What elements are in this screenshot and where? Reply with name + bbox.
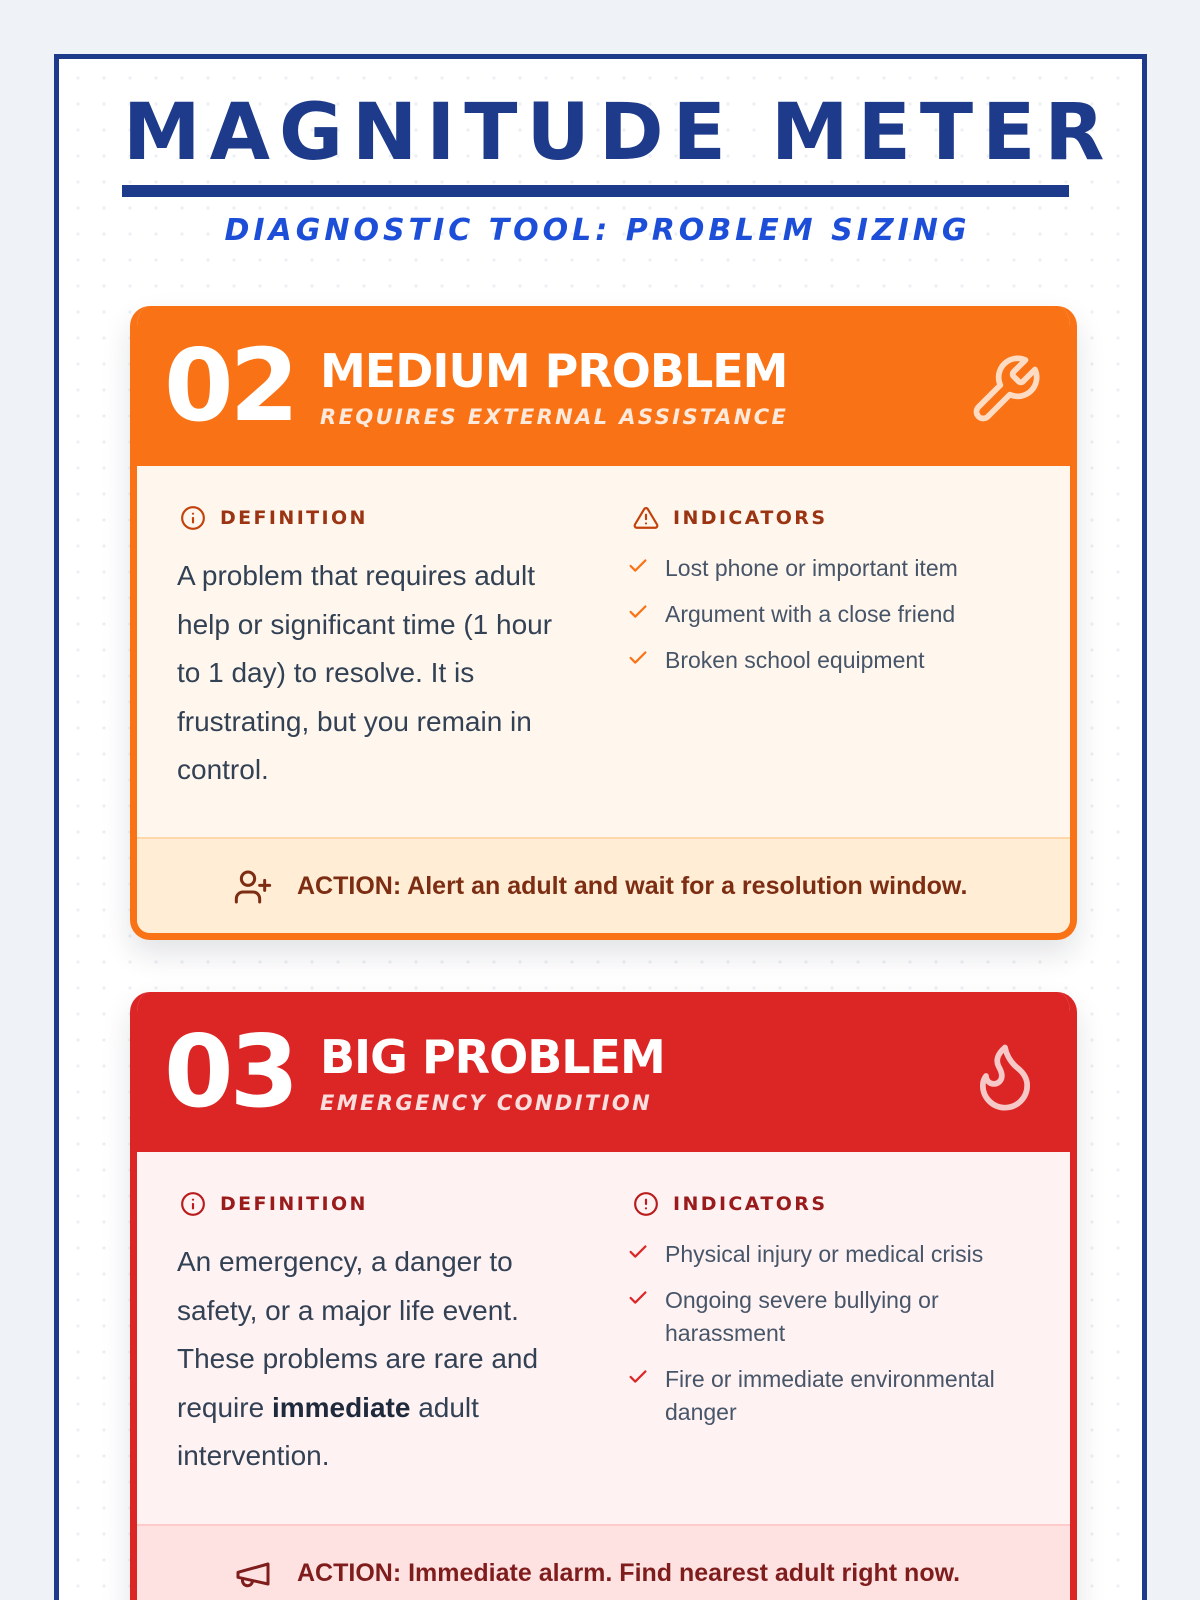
check-icon bbox=[627, 555, 649, 577]
list-item: Lost phone or important item bbox=[627, 552, 1007, 585]
card-number: 03 bbox=[164, 1013, 296, 1130]
definition-text: An emergency, a danger to safety, or a major life event. These problems are rare and require immediate adult intervention. bbox=[177, 1246, 539, 1471]
card-body bbox=[137, 1152, 1070, 1524]
info-icon bbox=[180, 505, 206, 531]
info-icon bbox=[180, 1191, 206, 1217]
card-header bbox=[130, 992, 1077, 1152]
card-body bbox=[137, 466, 1070, 838]
definition-text: A problem that requires adult help or significant time (1 hour to 1 day) to resolve. It is frustrating, but you remain in control. bbox=[177, 560, 553, 785]
list-item: Physical injury or medical crisis bbox=[627, 1238, 1007, 1271]
definition-label: DEFINITION bbox=[220, 506, 368, 530]
title-underline bbox=[122, 185, 1069, 197]
indicators-label: INDICATORS bbox=[673, 506, 827, 530]
check-icon bbox=[627, 1366, 649, 1388]
flame-icon bbox=[967, 1038, 1043, 1114]
poster-frame bbox=[54, 54, 1147, 1600]
check-icon bbox=[627, 601, 649, 623]
card-header bbox=[130, 306, 1077, 466]
action-bar bbox=[137, 837, 1070, 933]
indicators-list bbox=[627, 1238, 1007, 1442]
page-title: MAGNITUDE METER bbox=[123, 88, 1114, 178]
action-text: ACTION: Immediate alarm. Find nearest adult right now. bbox=[297, 1559, 961, 1587]
action-text: ACTION: Alert an adult and wait for a resolution window. bbox=[297, 872, 968, 900]
card-number: 02 bbox=[164, 327, 296, 444]
card-title: BIG PROBLEM bbox=[320, 1030, 665, 1084]
card-subtitle: REQUIRES EXTERNAL ASSISTANCE bbox=[320, 405, 789, 429]
wrench-icon bbox=[967, 352, 1043, 428]
check-icon bbox=[627, 1241, 649, 1263]
page-subtitle: DIAGNOSTIC TOOL: PROBLEM SIZING bbox=[224, 213, 971, 248]
medium-problem-card bbox=[130, 306, 1077, 940]
list-item: Fire or immediate environmental danger bbox=[627, 1363, 1007, 1429]
card-subtitle: EMERGENCY CONDITION bbox=[320, 1091, 653, 1115]
big-problem-card bbox=[130, 992, 1077, 1600]
indicators-label: INDICATORS bbox=[673, 1192, 827, 1216]
check-icon bbox=[627, 647, 649, 669]
list-item: Argument with a close friend bbox=[627, 598, 1007, 631]
indicators-list bbox=[627, 552, 1007, 690]
warning-triangle-icon bbox=[633, 505, 659, 531]
user-plus-icon bbox=[233, 867, 273, 907]
card-title: MEDIUM PROBLEM bbox=[320, 344, 788, 398]
check-icon bbox=[627, 1287, 649, 1309]
megaphone-icon bbox=[233, 1554, 273, 1594]
list-item: Broken school equipment bbox=[627, 644, 1007, 677]
alert-circle-icon bbox=[633, 1191, 659, 1217]
list-item: Ongoing severe bullying or harassment bbox=[627, 1284, 1007, 1350]
action-bar bbox=[137, 1524, 1070, 1600]
definition-label: DEFINITION bbox=[220, 1192, 368, 1216]
